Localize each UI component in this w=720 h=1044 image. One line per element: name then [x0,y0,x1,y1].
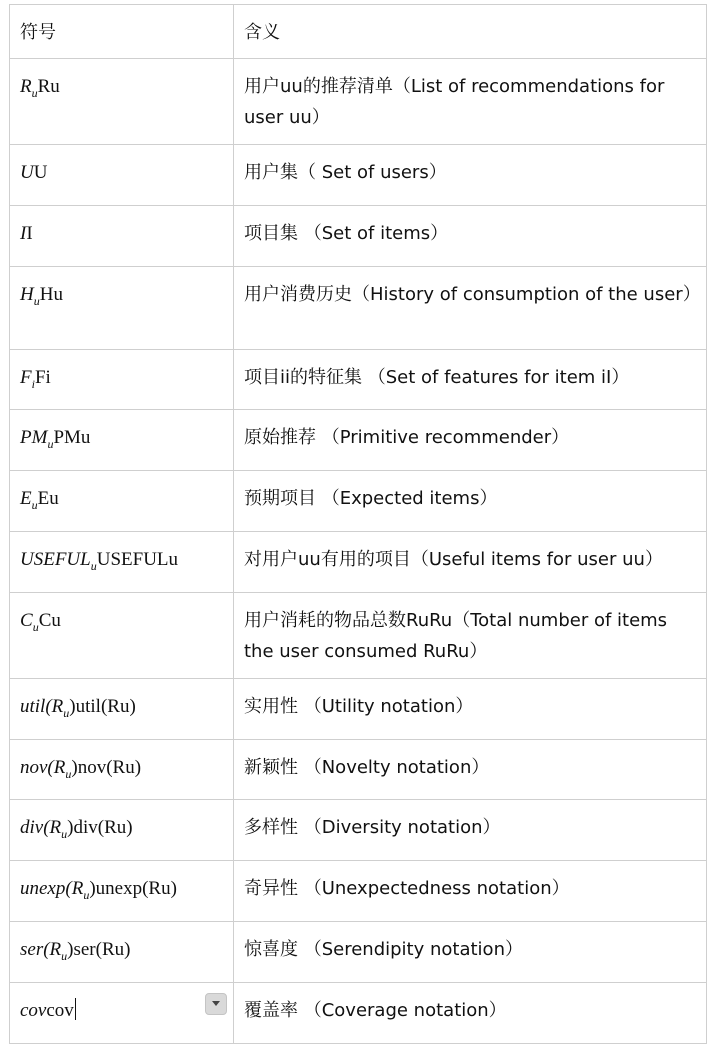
symbol-cell-editing[interactable]: covcov [10,982,234,1043]
table-row [10,410,707,471]
symbol-cell: $PM_uPMu$ [10,410,234,471]
symbol-cell: UU [10,145,234,206]
notation-table [9,4,707,1044]
meaning-cell: 实用性 （Utility notation） [234,678,707,739]
table-row [10,145,707,206]
symbol-cell: $unexp(R_u)unexp(Ru)$ [10,861,234,922]
table-row [10,678,707,739]
symbol-cell: $E_uEu$ [10,471,234,532]
table-row [10,471,707,532]
meaning-cell: 奇异性 （Unexpectedness notation） [234,861,707,922]
meaning-cell: 预期项目 （Expected items） [234,471,707,532]
symbol-cell: $util(R_u)util(Ru)$ [10,678,234,739]
table-row [10,205,707,266]
header-symbol: 符号 [10,5,234,59]
table-row [10,861,707,922]
symbol-cell: $ser(R_u)ser(Ru)$ [10,921,234,982]
meaning-cell: 覆盖率 （Coverage notation） [234,982,707,1043]
table-row [10,349,707,410]
symbol-cell: $H_uHu$ [10,266,234,349]
table-row [10,531,707,592]
meaning-cell: 用户消耗的物品总数RuRu（Total number of items the user consumed RuRu） [234,592,707,678]
header-meaning: 含义 [234,5,707,59]
symbol-cell: II [10,205,234,266]
symbol-cell: $C_uCu$ [10,592,234,678]
table-header-row [10,5,707,59]
meaning-cell: 新颖性 （Novelty notation） [234,739,707,800]
table-row [10,921,707,982]
meaning-cell: 用户uu的推荐清单（List of recommendations for user uu） [234,59,707,145]
symbol-cell: $F_iFi$ [10,349,234,410]
meaning-cell: 对用户uu有用的项目（Useful items for user uu） [234,531,707,592]
chevron-down-icon [211,1000,221,1007]
dropdown-button[interactable] [205,993,227,1015]
text-caret [75,998,76,1020]
symbol-cell: $USEFUL_uUSEFULu$ [10,531,234,592]
table-row [10,592,707,678]
meaning-cell: 用户集（ Set of users） [234,145,707,206]
meaning-cell: 用户消费历史（History of consumption of the user） [234,266,707,349]
meaning-cell: 原始推荐 （Primitive recommender） [234,410,707,471]
symbol-cell: $nov(R_u)nov(Ru)$ [10,739,234,800]
table-row [10,982,707,1043]
table-row [10,739,707,800]
meaning-cell: 项目ii的特征集 （Set of features for item iI） [234,349,707,410]
meaning-cell: 项目集 （Set of items） [234,205,707,266]
table-row [10,800,707,861]
table-row [10,59,707,145]
meaning-cell: 多样性 （Diversity notation） [234,800,707,861]
table-row [10,266,707,349]
meaning-cell: 惊喜度 （Serendipity notation） [234,921,707,982]
symbol-cell: $div(R_u)div(Ru)$ [10,800,234,861]
symbol-cell: $R_uRu$ [10,59,234,145]
